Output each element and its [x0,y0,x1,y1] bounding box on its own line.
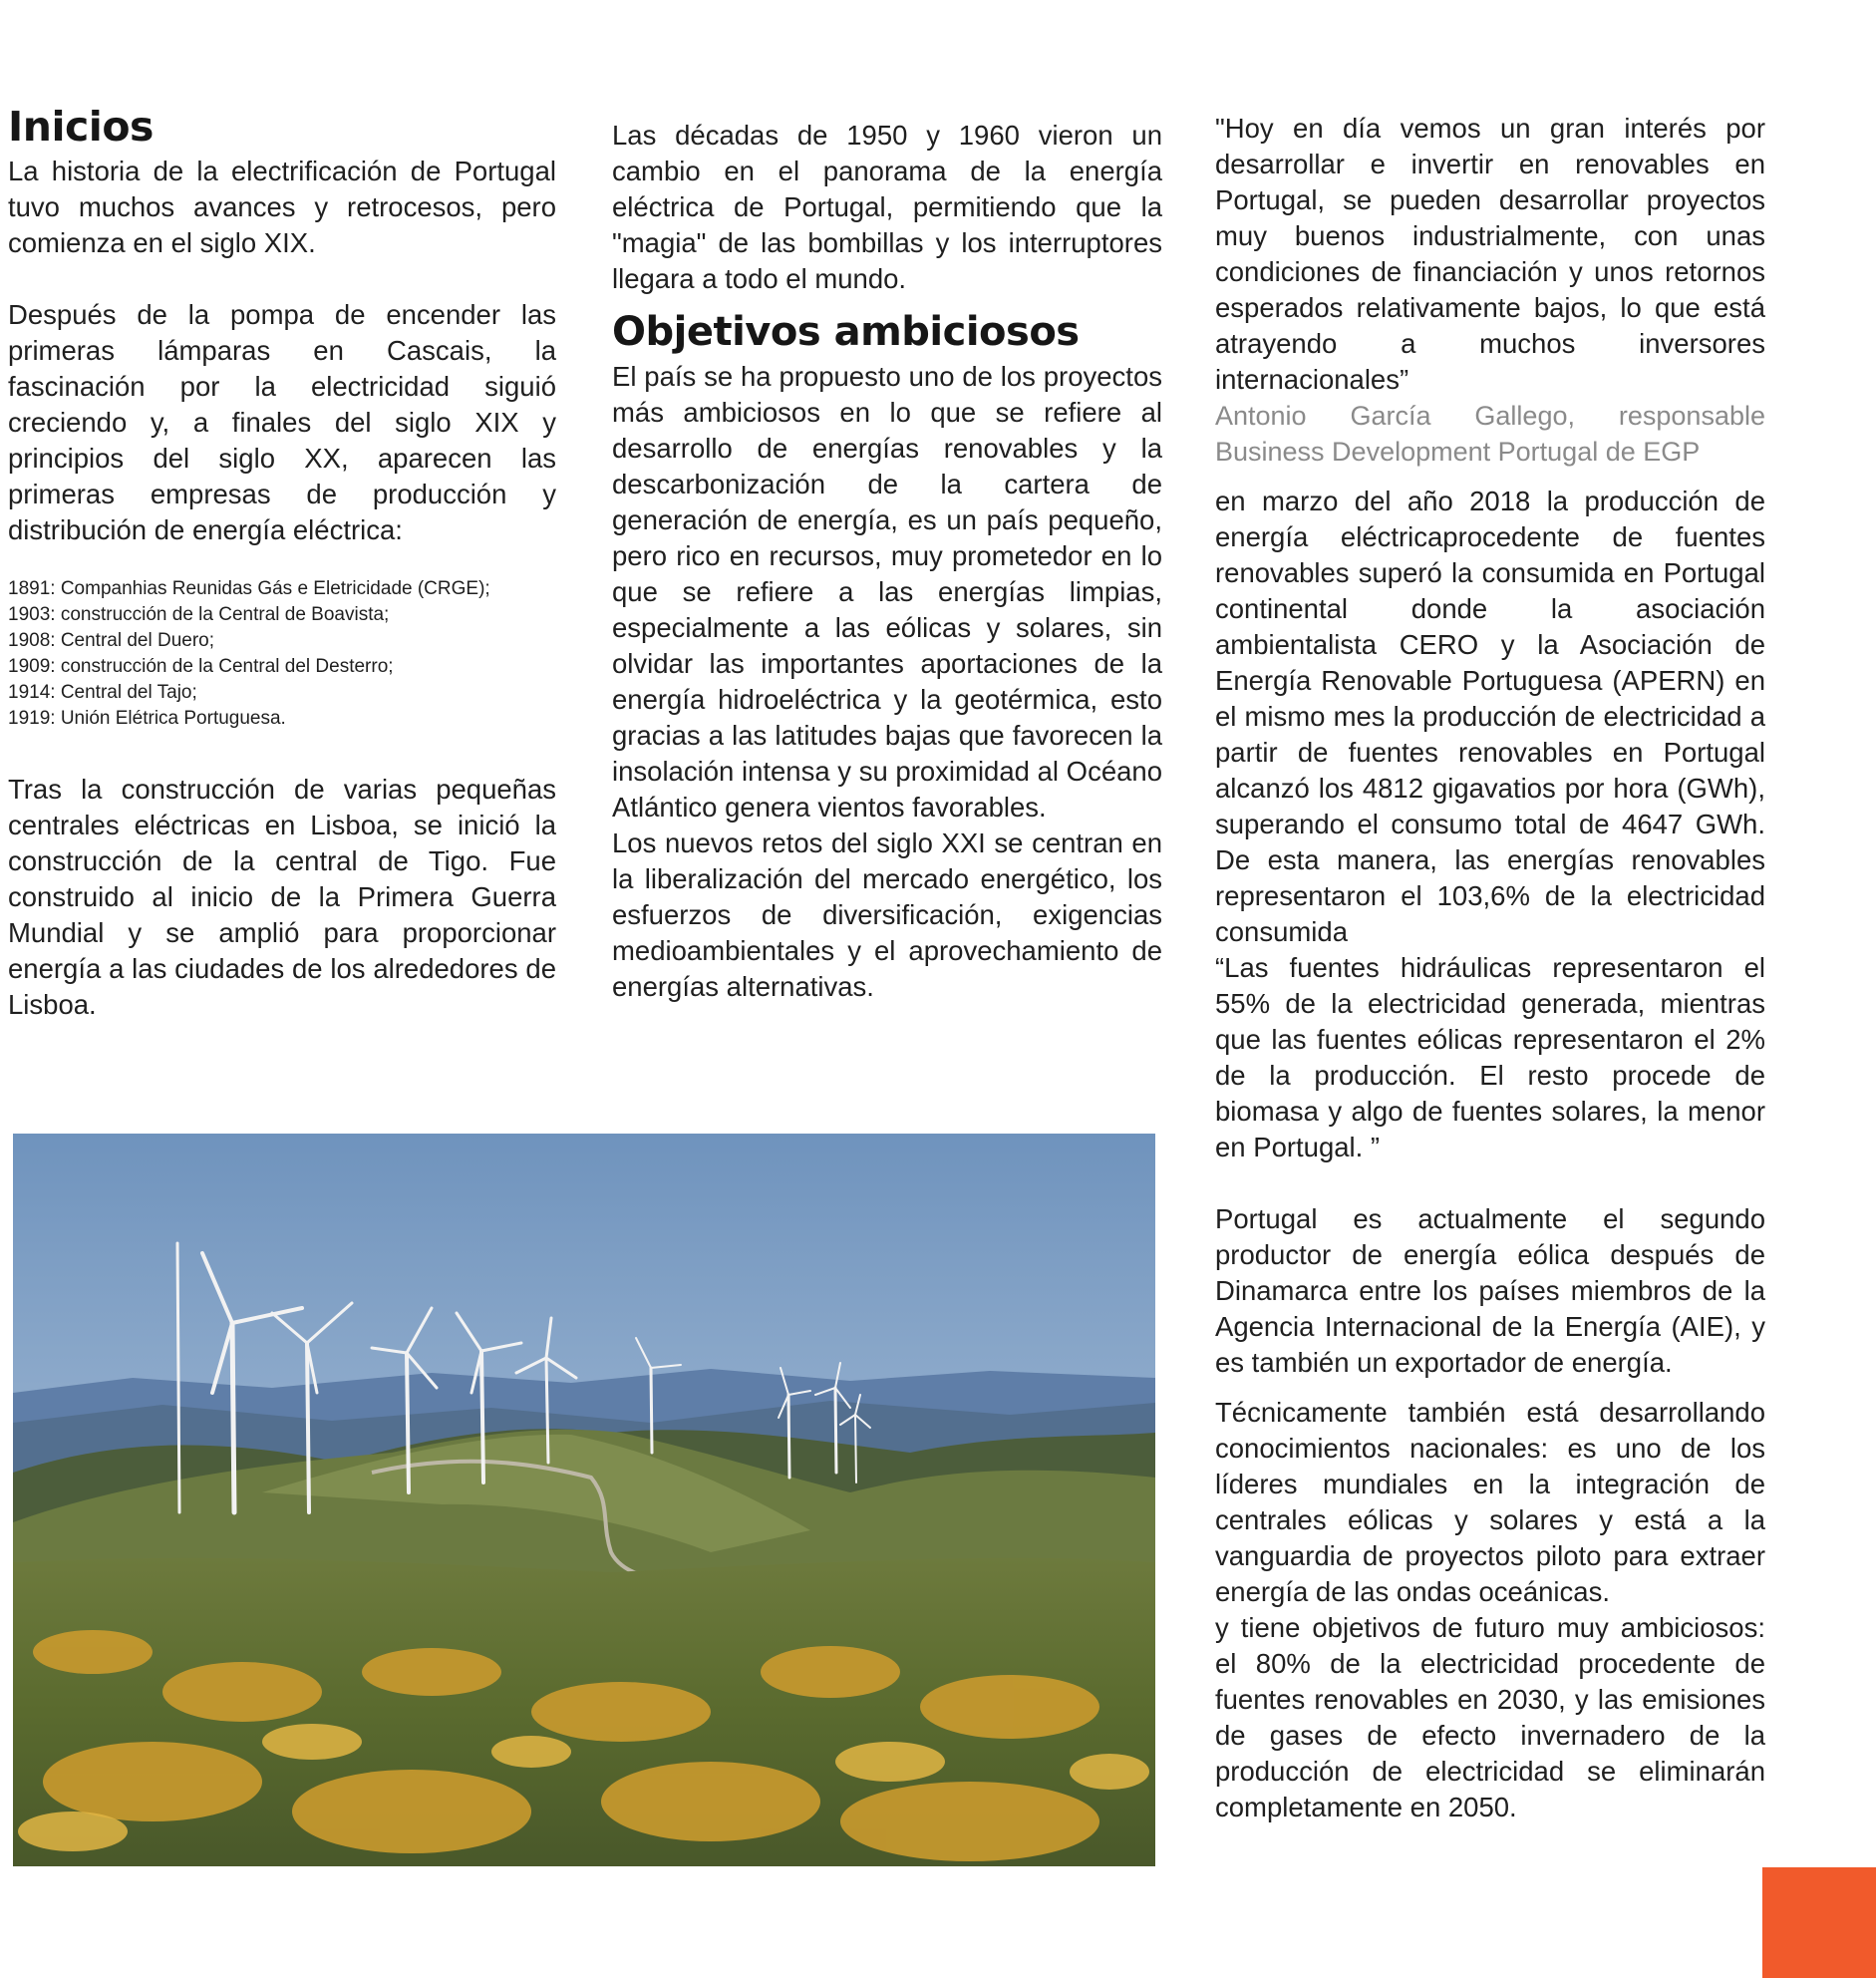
paragraph: Técnicamente también está desarrollando conocimientos nacionales: es uno de los líderes mundiales en la integración de centrales eólicas y solares y está a la vanguardia de proyectos piloto para extraer energía de las ondas oceánicas. [1215,1397,1765,1607]
accent-block [1762,1867,1876,1978]
timeline-item: 1903: construcción de la Central de Boavista; [8,604,390,625]
pull-quote: "Hoy en día vemos un gran interés por desarrollar e invertir en renovables en Portugal, se pueden desarrollar proyectos muy buenos industrialmente, con unas condiciones de financiación y unos retornos esperados relativamente bajos, lo que está atrayendo a muchos inversores internacionales” [1215,113,1765,395]
paragraph: Tras la construcción de varias pequeñas centrales eléctricas en Lisboa, se inició la construcción de la central de Tigo. Fue construido al inicio de la Primera Guerra Mundial y se amplió para proporcionar energía a las ciudades de los alrededores de Lisboa. [8,774,556,1020]
timeline-item: 1908: Central del Duero; [8,630,215,651]
paragraph: “Las fuentes hidráulicas representaron el 55% de la electricidad generada, mientras que las fuentes eólicas representaron el 2% de la producción. El resto procede de biomasa y algo de fuentes solares, la menor en Portugal. ” [1215,952,1765,1162]
timeline-list [8,576,556,732]
column-3 [1215,111,1765,1825]
timeline-item: 1891: Companhias Reunidas Gás e Eletricidade (CRGE); [8,578,490,599]
paragraph: Después de la pompa de encender las primeras lámparas en Cascais, la fascinación por la electricidad siguió creciendo y, a finales del siglo XIX y principios del siglo XX, aparecen las primeras empresas de producción y distribución de energía eléctrica: [8,299,556,545]
timeline-item: 1909: construcción de la Central del Desterro; [8,656,394,677]
wind-farm-photo [13,1134,1155,1866]
paragraph: Portugal es actualmente el segundo productor de energía eólica después de Dinamarca entre los países miembros de la Agencia Internacional de la Energía (AIE), y es también un exportador de energía. [1215,1203,1765,1378]
quote-attribution: Antonio García Gallego, responsable Business Development Portugal de EGP [1215,401,1765,467]
heading-inicios: Inicios [8,103,154,151]
column-2 [612,118,1162,1005]
column-1 [8,102,556,1023]
timeline-item: 1914: Central del Tajo; [8,682,197,703]
paragraph: La historia de la electrificación de Portugal tuvo muchos avances y retrocesos, pero comienza en el siglo XIX. [8,156,556,258]
paragraph: Las décadas de 1950 y 1960 vieron un cambio en el panorama de la energía eléctrica de Portugal, permitiendo que la "magia" de las bombillas y los interruptores llegara a todo el mundo. [612,120,1162,294]
paragraph: El país se ha propuesto uno de los proyectos más ambiciosos en lo que se refiere al desarrollo de energías renovables y la descarbonización de la cartera de generación de energía, es un país pequeño, pero rico en recursos, muy prometedor en lo que se refiere a las energías limpias, especialmente a las eólicas y solares, sin olvidar las importantes aportaciones de la energía hidroeléctrica y la geotérmica, esto gracias a las latitudes bajas que favorecen la insolación intensa y su proximidad al Océano Atlántico genera vientos favorables. [612,361,1162,823]
heading-objetivos: Objetivos ambiciosos [612,309,1080,355]
paragraph: Los nuevos retos del siglo XXI se centran en la liberalización del mercado energético, los esfuerzos de diversificación, exigencias medioambientales y el aprovechamiento de energías alternativas. [612,827,1162,1002]
paragraph: y tiene objetivos de futuro muy ambiciosos: el 80% de la electricidad procedente de fuentes renovables en 2030, y las emisiones de gases de efecto invernadero de la producción de electricidad se eliminarán completamente en 2050. [1215,1612,1765,1822]
paragraph: en marzo del año 2018 la producción de energía eléctricaprocedente de fuentes renovables superó la consumida en Portugal continental donde la asociación ambientalista CERO y la Asociación de Energía Renovable Portuguesa (APERN) en el mismo mes la producción de electricidad a partir de fuentes renovables en Portugal alcanzó los 4812 gigavatios por hora (GWh), superando el consumo total de 4647 GWh. De esta manera, las energías renovables representaron el 103,6% de la electricidad consumida [1215,486,1765,947]
timeline-item: 1919: Unión Elétrica Portuguesa. [8,708,286,729]
